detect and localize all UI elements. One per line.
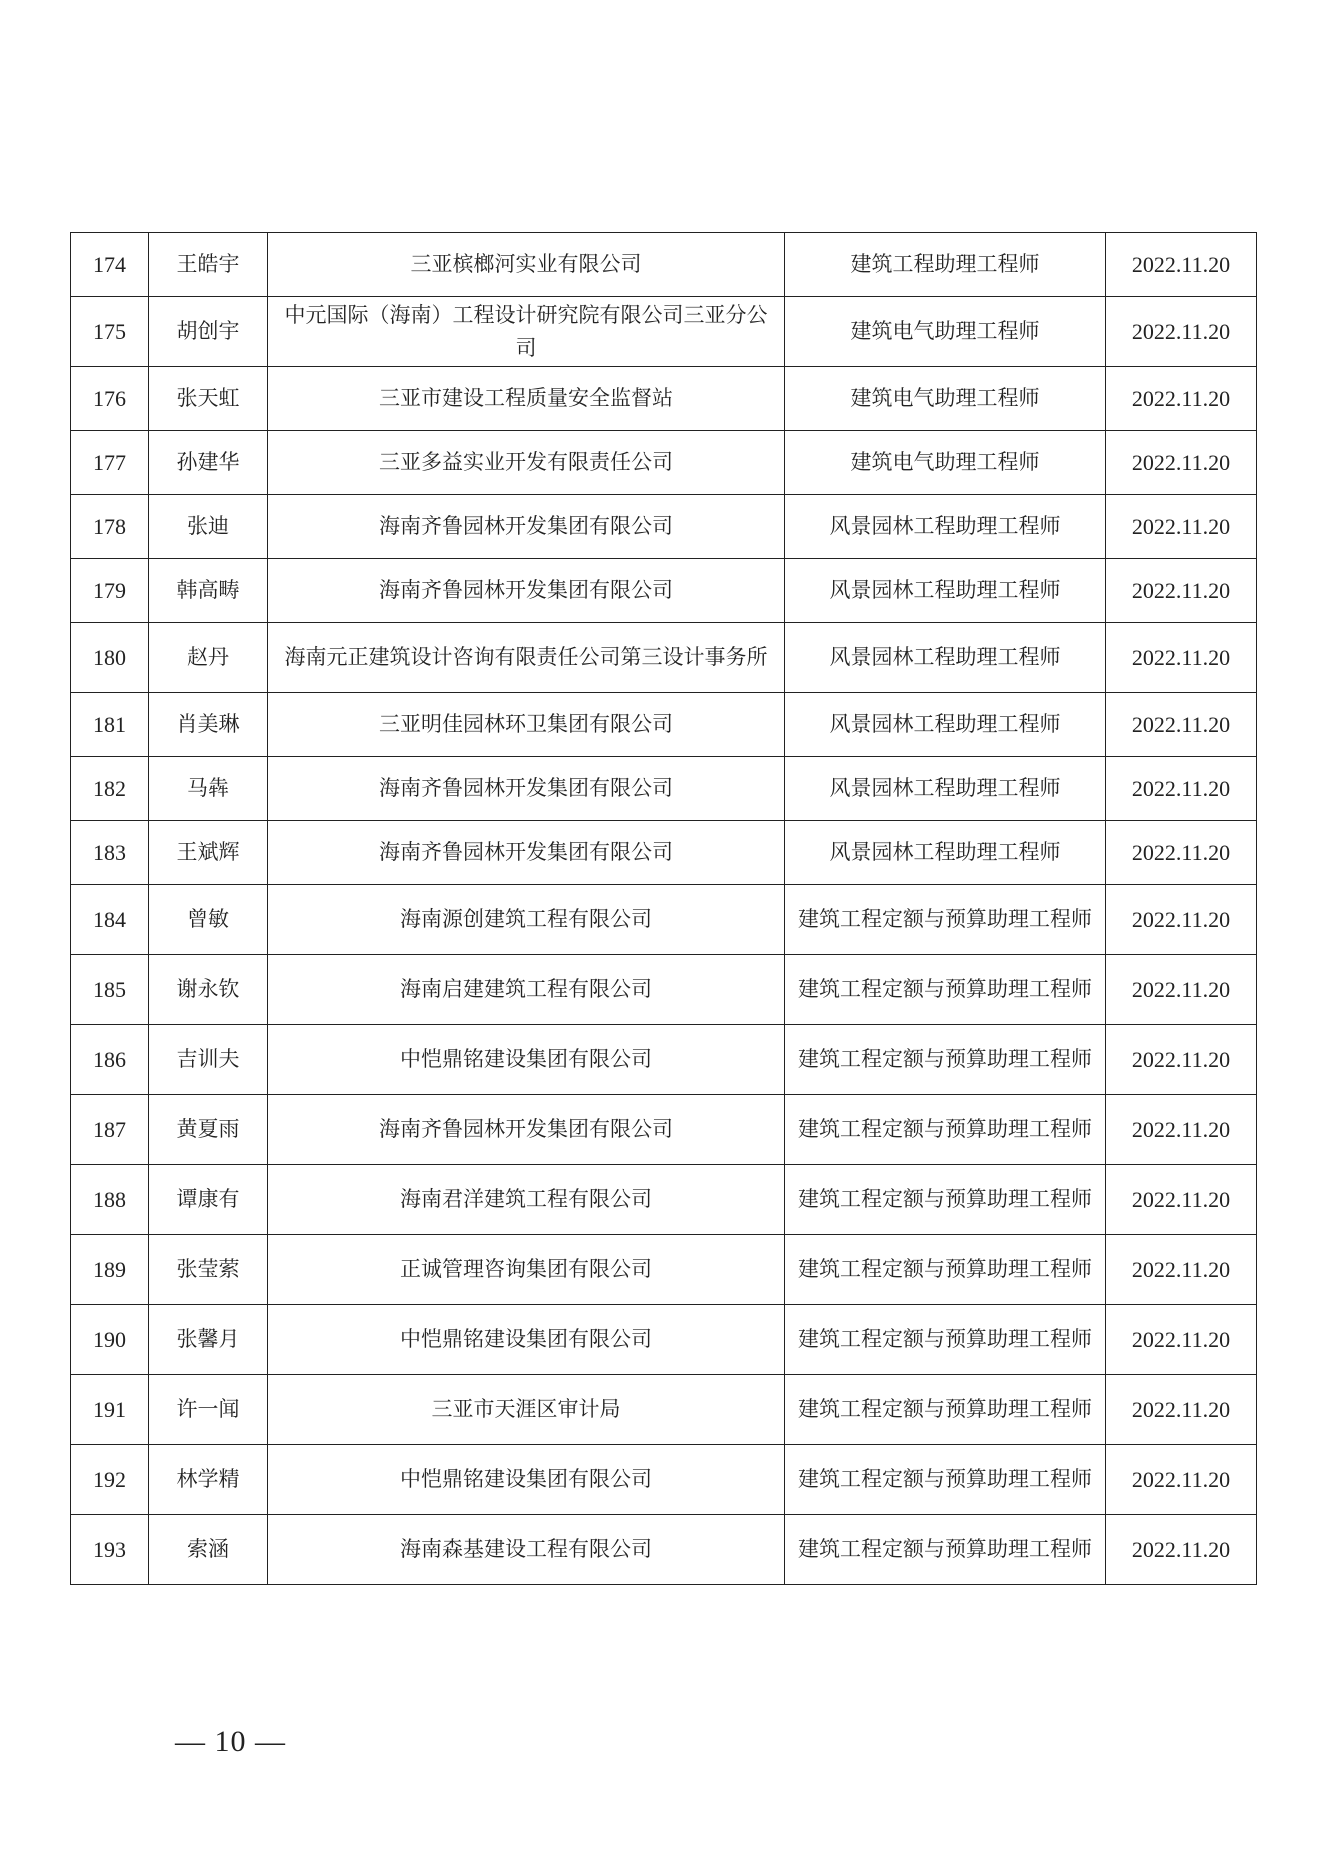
row-number: 180	[71, 623, 149, 693]
table-row	[71, 1165, 1257, 1235]
qualification-title: 风景园林工程助理工程师	[785, 757, 1106, 821]
table-row	[71, 885, 1257, 955]
qualification-title: 建筑工程定额与预算助理工程师	[785, 1515, 1106, 1585]
issue-date: 2022.11.20	[1106, 885, 1257, 955]
organization: 海南齐鲁园林开发集团有限公司	[268, 1095, 785, 1165]
organization: 海南森基建设工程有限公司	[268, 1515, 785, 1585]
organization: 海南齐鲁园林开发集团有限公司	[268, 821, 785, 885]
qualification-title: 风景园林工程助理工程师	[785, 821, 1106, 885]
row-number: 186	[71, 1025, 149, 1095]
person-name: 黄夏雨	[149, 1095, 268, 1165]
issue-date: 2022.11.20	[1106, 559, 1257, 623]
row-number: 174	[71, 233, 149, 297]
person-name: 赵丹	[149, 623, 268, 693]
issue-date: 2022.11.20	[1106, 1165, 1257, 1235]
qualification-title: 建筑工程定额与预算助理工程师	[785, 1095, 1106, 1165]
table-row	[71, 1445, 1257, 1515]
issue-date: 2022.11.20	[1106, 233, 1257, 297]
row-number: 189	[71, 1235, 149, 1305]
table-row	[71, 495, 1257, 559]
row-number: 179	[71, 559, 149, 623]
row-number: 177	[71, 431, 149, 495]
qualification-title: 建筑工程定额与预算助理工程师	[785, 1025, 1106, 1095]
organization: 三亚市天涯区审计局	[268, 1375, 785, 1445]
issue-date: 2022.11.20	[1106, 1025, 1257, 1095]
qualification-title: 建筑工程定额与预算助理工程师	[785, 1375, 1106, 1445]
person-name: 胡创宇	[149, 297, 268, 367]
qualification-title: 风景园林工程助理工程师	[785, 623, 1106, 693]
issue-date: 2022.11.20	[1106, 1095, 1257, 1165]
issue-date: 2022.11.20	[1106, 297, 1257, 367]
row-number: 188	[71, 1165, 149, 1235]
table-row	[71, 757, 1257, 821]
issue-date: 2022.11.20	[1106, 495, 1257, 559]
organization: 三亚市建设工程质量安全监督站	[268, 367, 785, 431]
person-name: 王斌辉	[149, 821, 268, 885]
row-number: 192	[71, 1445, 149, 1515]
issue-date: 2022.11.20	[1106, 955, 1257, 1025]
qualification-title: 建筑工程助理工程师	[785, 233, 1106, 297]
row-number: 182	[71, 757, 149, 821]
row-number: 185	[71, 955, 149, 1025]
qualification-title: 建筑工程定额与预算助理工程师	[785, 1235, 1106, 1305]
qualification-title: 建筑工程定额与预算助理工程师	[785, 1305, 1106, 1375]
table-row	[71, 559, 1257, 623]
issue-date: 2022.11.20	[1106, 367, 1257, 431]
qualification-title: 风景园林工程助理工程师	[785, 693, 1106, 757]
person-name: 许一闻	[149, 1375, 268, 1445]
organization: 中恺鼎铭建设集团有限公司	[268, 1025, 785, 1095]
person-name: 孙建华	[149, 431, 268, 495]
issue-date: 2022.11.20	[1106, 757, 1257, 821]
organization: 中恺鼎铭建设集团有限公司	[268, 1445, 785, 1515]
table-row	[71, 1515, 1257, 1585]
organization: 海南君洋建筑工程有限公司	[268, 1165, 785, 1235]
qualification-title: 建筑工程定额与预算助理工程师	[785, 1165, 1106, 1235]
person-name: 谭康有	[149, 1165, 268, 1235]
table-row	[71, 1095, 1257, 1165]
qualification-title: 建筑电气助理工程师	[785, 431, 1106, 495]
table-row	[71, 1375, 1257, 1445]
person-name: 肖美琳	[149, 693, 268, 757]
certificate-roster-table	[70, 232, 1257, 1585]
row-number: 190	[71, 1305, 149, 1375]
person-name: 曾敏	[149, 885, 268, 955]
table-row	[71, 297, 1257, 367]
table-row	[71, 431, 1257, 495]
person-name: 林学精	[149, 1445, 268, 1515]
row-number: 178	[71, 495, 149, 559]
table-row	[71, 1235, 1257, 1305]
person-name: 马犇	[149, 757, 268, 821]
qualification-title: 建筑电气助理工程师	[785, 297, 1106, 367]
qualification-title: 建筑工程定额与预算助理工程师	[785, 1445, 1106, 1515]
person-name: 吉训夫	[149, 1025, 268, 1095]
row-number: 183	[71, 821, 149, 885]
organization: 正诚管理咨询集团有限公司	[268, 1235, 785, 1305]
row-number: 181	[71, 693, 149, 757]
row-number: 184	[71, 885, 149, 955]
issue-date: 2022.11.20	[1106, 1515, 1257, 1585]
row-number: 187	[71, 1095, 149, 1165]
issue-date: 2022.11.20	[1106, 1445, 1257, 1515]
issue-date: 2022.11.20	[1106, 431, 1257, 495]
person-name: 韩高畴	[149, 559, 268, 623]
row-number: 175	[71, 297, 149, 367]
page-number: — 10 —	[175, 1725, 286, 1758]
issue-date: 2022.11.20	[1106, 1305, 1257, 1375]
table-row	[71, 955, 1257, 1025]
table-row	[71, 233, 1257, 297]
person-name: 张馨月	[149, 1305, 268, 1375]
table-row	[71, 1305, 1257, 1375]
person-name: 索涵	[149, 1515, 268, 1585]
issue-date: 2022.11.20	[1106, 623, 1257, 693]
person-name: 张莹萦	[149, 1235, 268, 1305]
organization: 中恺鼎铭建设集团有限公司	[268, 1305, 785, 1375]
organization: 海南启建建筑工程有限公司	[268, 955, 785, 1025]
qualification-title: 风景园林工程助理工程师	[785, 559, 1106, 623]
issue-date: 2022.11.20	[1106, 1235, 1257, 1305]
row-number: 193	[71, 1515, 149, 1585]
person-name: 谢永钦	[149, 955, 268, 1025]
table-row	[71, 1025, 1257, 1095]
organization: 中元国际（海南）工程设计研究院有限公司三亚分公司	[268, 297, 785, 367]
table-row	[71, 693, 1257, 757]
qualification-title: 风景园林工程助理工程师	[785, 495, 1106, 559]
table-row	[71, 623, 1257, 693]
organization: 三亚槟榔河实业有限公司	[268, 233, 785, 297]
organization: 三亚明佳园林环卫集团有限公司	[268, 693, 785, 757]
organization: 海南齐鲁园林开发集团有限公司	[268, 559, 785, 623]
qualification-title: 建筑工程定额与预算助理工程师	[785, 885, 1106, 955]
issue-date: 2022.11.20	[1106, 693, 1257, 757]
issue-date: 2022.11.20	[1106, 1375, 1257, 1445]
table-row	[71, 821, 1257, 885]
qualification-title: 建筑电气助理工程师	[785, 367, 1106, 431]
person-name: 张天虹	[149, 367, 268, 431]
organization: 海南齐鲁园林开发集团有限公司	[268, 757, 785, 821]
person-name: 张迪	[149, 495, 268, 559]
issue-date: 2022.11.20	[1106, 821, 1257, 885]
person-name: 王皓宇	[149, 233, 268, 297]
row-number: 176	[71, 367, 149, 431]
row-number: 191	[71, 1375, 149, 1445]
qualification-title: 建筑工程定额与预算助理工程师	[785, 955, 1106, 1025]
organization: 海南齐鲁园林开发集团有限公司	[268, 495, 785, 559]
table-row	[71, 367, 1257, 431]
organization: 海南元正建筑设计咨询有限责任公司第三设计事务所	[268, 623, 785, 693]
organization: 三亚多益实业开发有限责任公司	[268, 431, 785, 495]
organization: 海南源创建筑工程有限公司	[268, 885, 785, 955]
